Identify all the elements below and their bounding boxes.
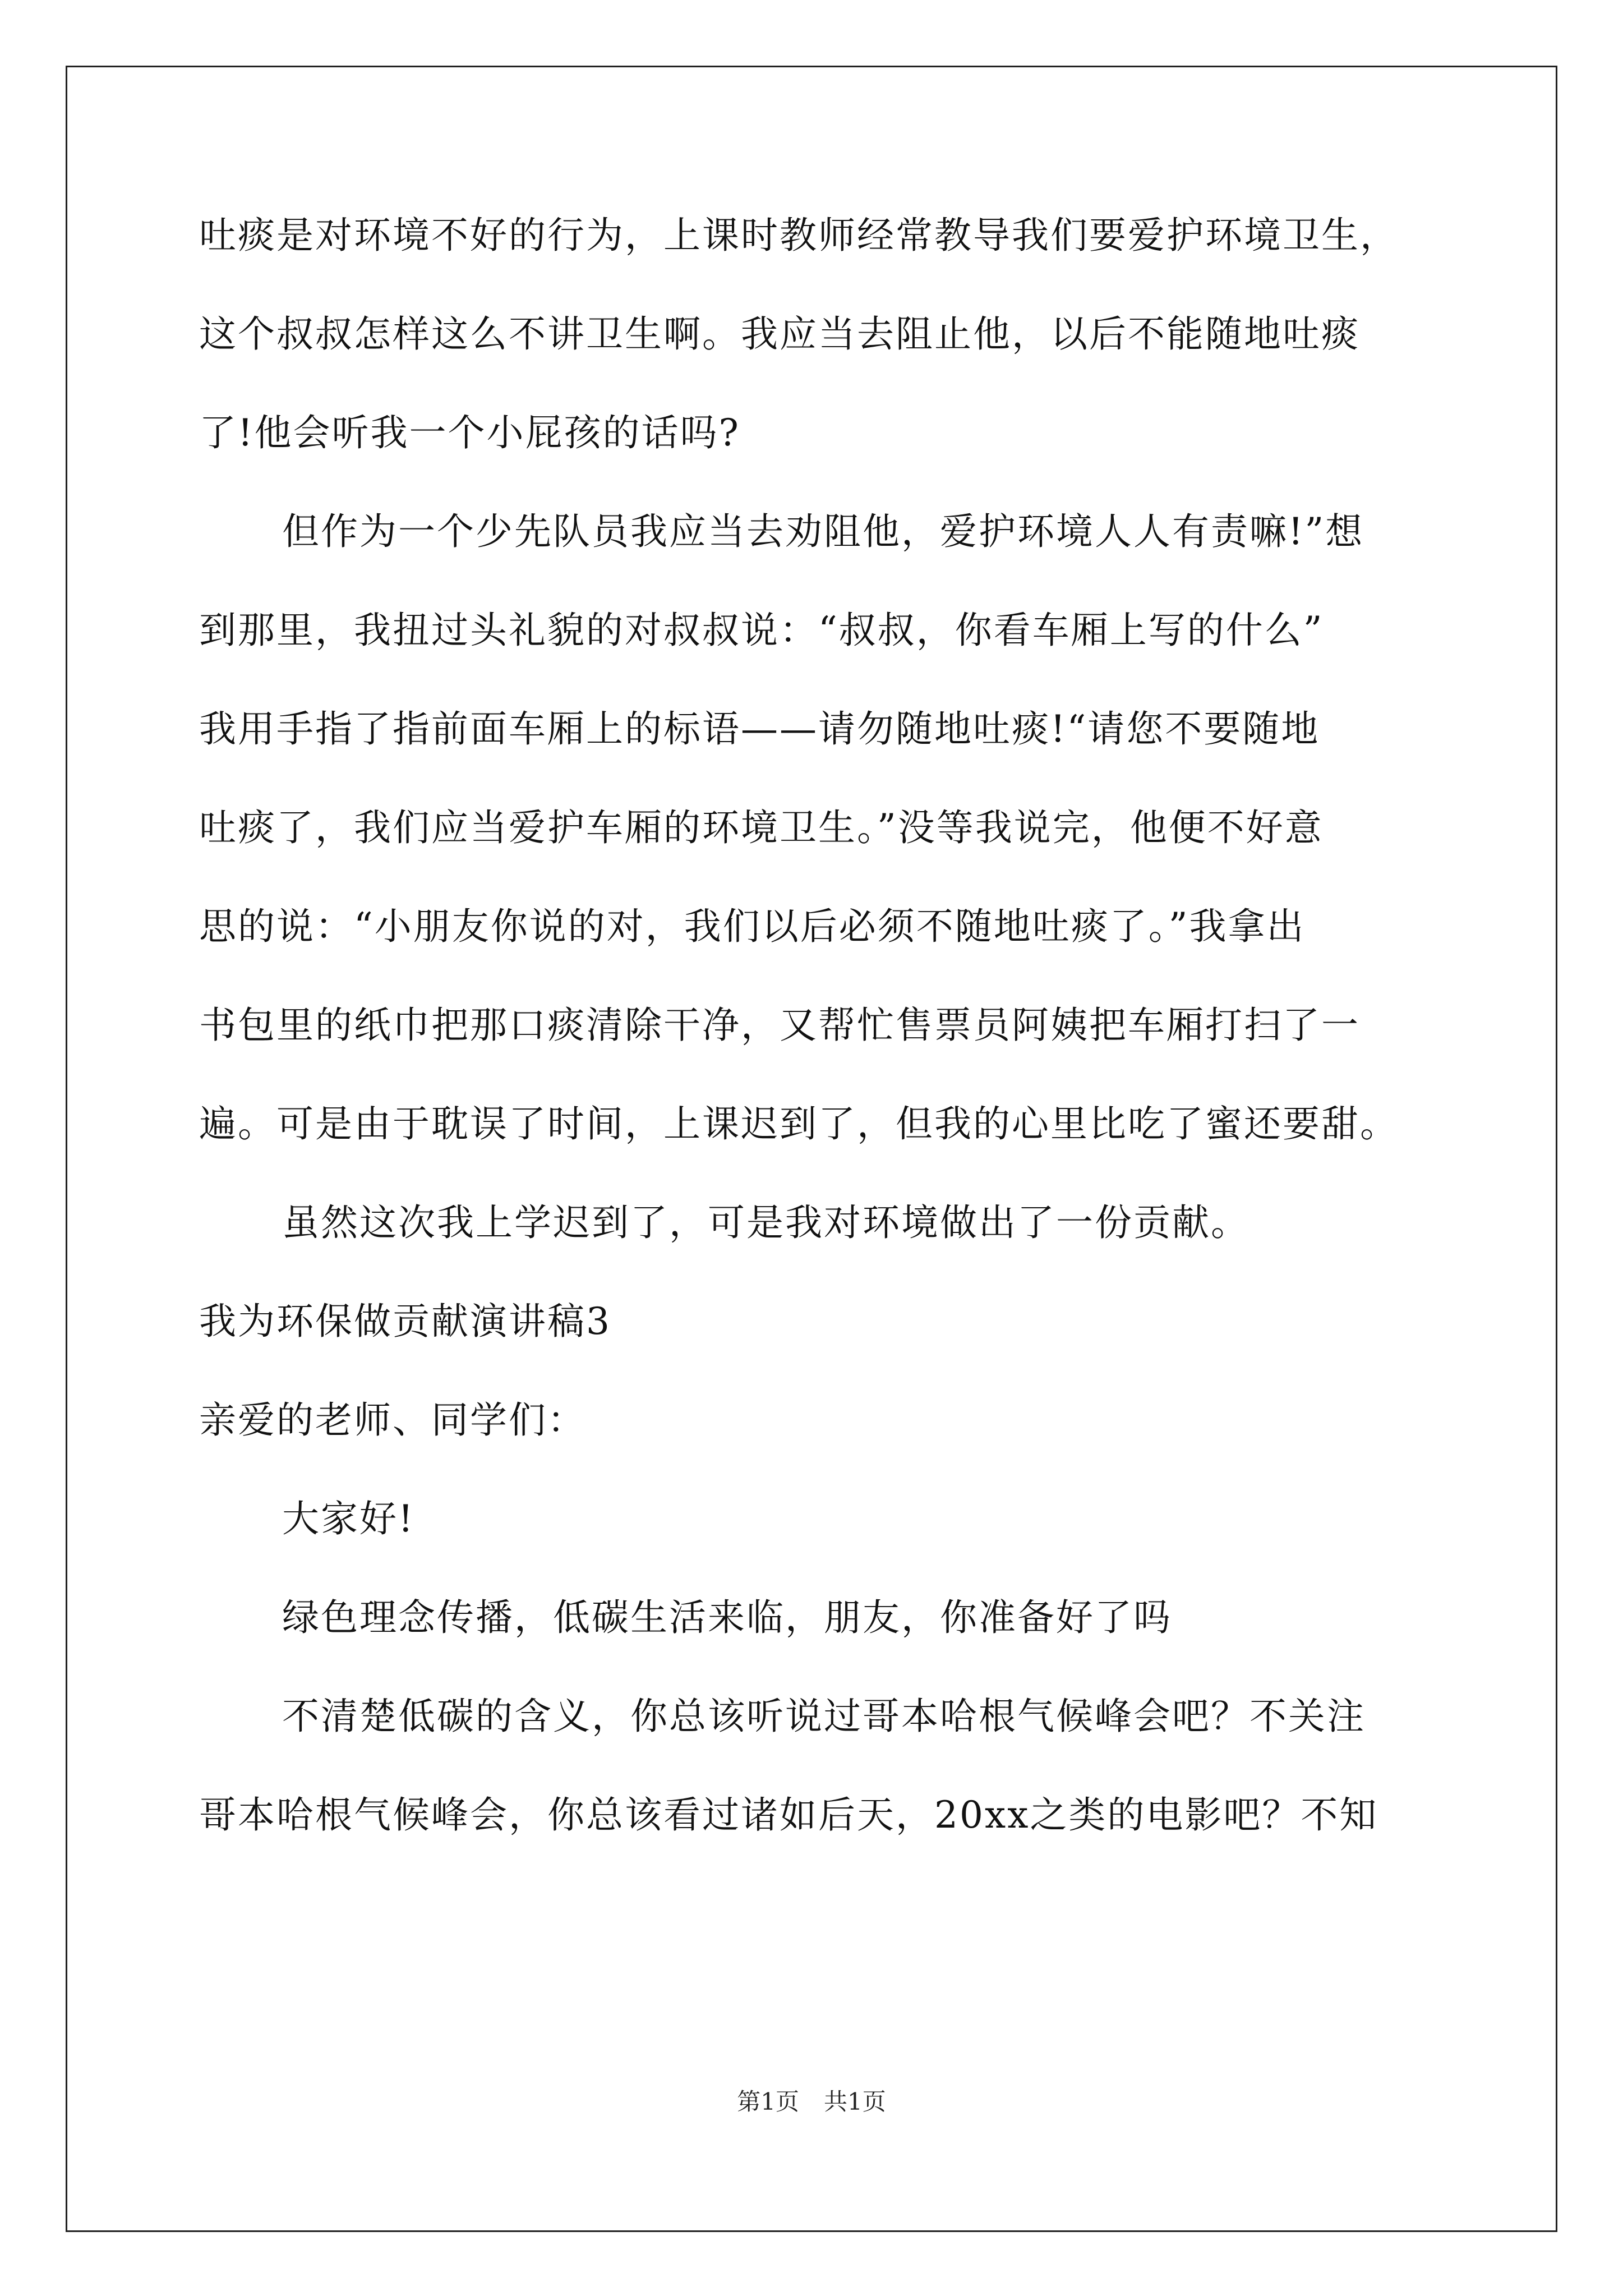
text-line: 了!他会听我一个小屁孩的话吗? bbox=[199, 411, 740, 454]
paragraph-start-line: 但作为一个少先队员我应当去劝阻他，爱护环境人人有责嘛!”想 bbox=[282, 510, 1364, 553]
paragraph-start-line: 虽然这次我上学迟到了，可是我对环境做出了一份贡献。 bbox=[282, 1201, 1249, 1244]
paragraph-start-line: 不清楚低碳的含义，你总该听说过哥本哈根气候峰会吧？不关注 bbox=[282, 1695, 1366, 1738]
page-total: 共1页 bbox=[824, 2088, 886, 2115]
text-line: 我用手指了指前面车厢上的标语——请勿随地吐痰!“请您不要随地 bbox=[199, 707, 1320, 751]
text-line: 吐痰是对环境不好的行为，上课时教师经常教导我们要爱护环境卫生， bbox=[199, 214, 1399, 257]
greeting: 大家好! bbox=[282, 1497, 415, 1540]
text-line: 哥本哈根气候峰会，你总该看过诸如后天，20xx之类的电影吧？不知 bbox=[199, 1793, 1378, 1837]
text-line: 书包里的纸巾把那口痰清除干净，又帮忙售票员阿姨把车厢打扫了一 bbox=[199, 1004, 1360, 1047]
text-line: 思的说：“小朋友你说的对，我们以后必须不随地吐痰了。”我拿出 bbox=[199, 905, 1306, 948]
text-line: 遍。可是由于耽误了时间，上课迟到了，但我的心里比吃了蜜还要甜。 bbox=[199, 1102, 1399, 1145]
salutation: 亲爱的老师、同学们： bbox=[199, 1398, 586, 1442]
text-line: 吐痰了，我们应当爱护车厢的环境卫生。”没等我说完，他便不好意 bbox=[199, 806, 1324, 849]
section-heading: 我为环保做贡献演讲稿3 bbox=[199, 1300, 611, 1343]
page-border bbox=[66, 66, 1557, 2232]
text-line: 这个叔叔怎样这么不讲卫生啊。我应当去阻止他，以后不能随地吐痰 bbox=[199, 312, 1360, 356]
text-line: 到那里，我扭过头礼貌的对叔叔说：“叔叔，你看车厢上写的什么” bbox=[199, 609, 1324, 652]
page-number: 第1页 bbox=[737, 2088, 799, 2115]
page-footer bbox=[0, 2088, 1623, 2116]
paragraph-start-line: 绿色理念传播，低碳生活来临，朋友，你准备好了吗 bbox=[282, 1596, 1172, 1639]
